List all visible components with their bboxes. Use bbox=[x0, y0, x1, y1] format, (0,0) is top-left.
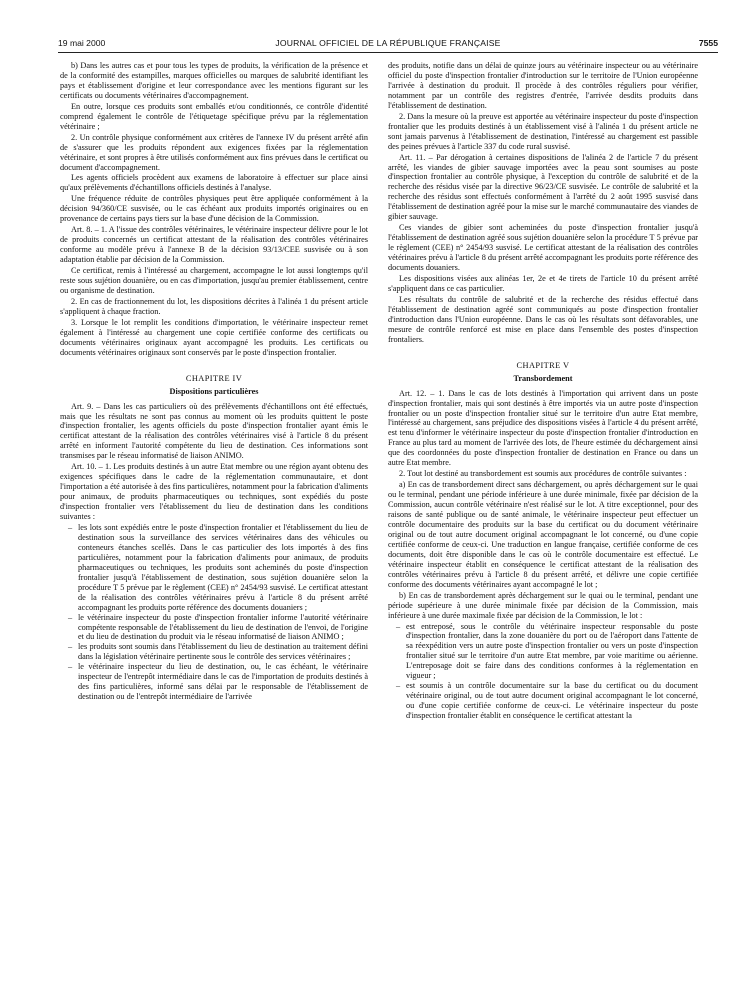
condition-list bbox=[60, 523, 368, 702]
paragraph: b) Dans les autres cas et pour tous les types de produits, la vérification de la présence et de la conformité des estampilles, marques officielles ou marques de salubrité identifiant les pays et établissement d'origine et leur correspondance avec les mentions figurant sur les certificats ou documents vétérinaires d'accompagnement. bbox=[60, 61, 368, 100]
article-11: Art. 11. – Par dérogation à certaines dispositions de l'alinéa 2 de l'article 7 du présent arrêté, les viandes de gibier sauvage importées avec la peau sont soumises au poste d'inspection frontalier au contrôle physique, à l'exception du contrôle de salubrité et de la recherche des résidus visée par la directive 96/23/CE susvisée. Le contrôle de salubrité et la recherche des résidus sont effectués conformément à l'arrêté du 2 août 1995 susvisé dans l'établissement de destination agréé pour la mise sur le marché communautaire des viandes de gibier sauvage. bbox=[388, 152, 698, 222]
paragraph: des produits, notifie dans un délai de quinze jours au vétérinaire inspecteur ou au vétérinaire officiel du poste d'inspection frontalier d'introduction sur le territoire de l'Union européenne l'arrivée à destination du produit. Il procède à des contrôles réguliers pour vérifier, notamment par un contrôle des registres d'entrée, l'arrivée desdits produits dans l'établissement de destination. bbox=[388, 61, 698, 110]
list-item: – les lots sont expédiés entre le poste d'inspection frontalier et l'établissement du lieu de destination sous la surveillance des services vétérinaires dans des véhicules ou conteneurs étanches scellés. Dans le cas particulier des lots importés à des fins particulières, notamment pour la fabrication d'aliments pour animaux, de produits pharmaceutiques ou techniques, les produits sont acheminés du poste d'inspection frontalier jusqu'à l'établissement de destination, sous sujétion douanière selon la procédure T 5 prévue par le règlement (CEE) n° 2454/93 susvisé. Le certificat attestant de la réalisation des contrôles vétérinaires prévu à l'article 8 du présent arrêté accompagnant les produits porte référence des documents douaniers ; bbox=[78, 523, 368, 613]
article-10: Art. 10. – 1. Les produits destinés à un autre Etat membre ou une région ayant obtenu des exigences spécifiques dans le cadre de la réglementation communautaire, et dont l'importation a été autorisée à des fins particulières, notamment pour la fabrication d'aliments pour animaux, de produits pharmaceutiques ou techniques, sont expédiés du poste d'inspection frontalier vers l'établissement du lieu de destination dans les conditions suivantes : bbox=[60, 462, 368, 522]
page-number: 7555 bbox=[698, 38, 718, 48]
header-date: 19 mai 2000 bbox=[58, 38, 106, 48]
left-column bbox=[60, 61, 368, 702]
paragraph: 2. En cas de fractionnement du lot, les dispositions décrites à l'alinéa 1 du présent article s'appliquent à chaque fraction. bbox=[60, 296, 368, 316]
paragraph: 2. Tout lot destiné au transbordement est soumis aux procédures de contrôle suivantes : bbox=[399, 469, 687, 479]
paragraph: Les dispositions visées aux alinéas 1er, 2e et 4e tirets de l'article 10 du présent arrêté s'appliquent dans ce cas particulier. bbox=[388, 274, 698, 293]
chapter-title: Dispositions particulières bbox=[169, 386, 259, 396]
header-rule bbox=[58, 52, 718, 53]
paragraph: a) En cas de transbordement direct sans déchargement, ou après déchargement sur le quai ou le terminal, pendant une période inférieure à une durée minimale, fixée par décision de la Commission, aucun contrôle vétérinaire n'est réalisé sur le lot. A titre exceptionnel, pour des raisons de santé publique ou de santé animale, le vétérinaire inspecteur peut effectuer un contrôle documentaire des produits sur la base du certificat ou du document vétérinaire original ou de tout autre document original accompagnant le lot concerné, ou d'une copie certifiée conforme de ceux-ci. Une traduction en langue française, certifiée conforme de ces documents, doit être disponible dans le cas où le contrôle documentaire est effectué. Le vétérinaire inspecteur établit en conséquence le certificat attestant de la réalisation des contrôles vétérinaires prévu à l'article 8 du présent arrêté, et délivre une copie certifiée conforme des documents vétérinaires ayant accompagné le lot ; bbox=[388, 480, 698, 589]
journal-title: JOURNAL OFFICIEL DE LA RÉPUBLIQUE FRANÇAISE bbox=[275, 38, 501, 48]
paragraph: Les résultats du contrôle de salubrité et de la recherche des résidus effectué dans l'établissement de destination agréé sont communiqués au poste d'inspection frontalier d'introduction dans l'Union européenne. Dans le cas où les résultats sont défavorables, une mesure de contrôle renforcé est mise en place dans l'ensemble des postes d'inspection frontaliers. bbox=[388, 294, 698, 344]
list-item: – les produits sont soumis dans l'établissement du lieu de destination au traitement défini dans la législation vétérinaire pertinente sous le contrôle des services vétérinaires ; bbox=[78, 642, 368, 662]
paragraph: Une fréquence réduite de contrôles physiques peut être appliquée conformément à la décision 94/360/CE susvisée, ou le cas échéant aux produits importés originaires ou en provenance de certains pays tiers sur la base d'une décision de la Commission. bbox=[60, 194, 368, 224]
paragraph: 2. Un contrôle physique conformément aux critères de l'annexe IV du présent arrêté afin de s'assurer que les produits répondent aux exigences fixées par la réglementation vétérinaire, et sont propres à être utilisés conformément aux fins prévues dans le certificat ou document d'accompagnement. bbox=[60, 132, 368, 172]
article-12: Art. 12. – 1. Dans le cas de lots destinés à l'importation qui arrivent dans un poste d'inspection frontalier, mais qui sont destinés à être importés via un autre poste d'inspection frontalier ou un poste d'inspection frontalier situé sur le territoire d'un autre Etat membre, l'intéressé au chargement, sans préjudice des dispositions visées à l'article 4 du présent arrêté, est tenu d'informer le vétérinaire inspecteur du poste d'inspection frontalier d'introduction en France au plus tard au moment de l'arrivée des lots, de l'heure estimée du déchargement ainsi que des coordonnées du poste d'inspection frontalier de destination en France ou dans un autre Etat membre. bbox=[388, 388, 698, 468]
chapter-heading: CHAPITRE V bbox=[516, 360, 570, 370]
article-8: Art. 8. – 1. A l'issue des contrôles vétérinaires, le vétérinaire inspecteur délivre pour le lot de produits concernés un certificat attestant de la réalisation des contrôles vétérinaires conforme au modèle prévu à l'annexe B de la décision 93/13/CEE susvisée ou à son adaptation établie par décision de la Commission. bbox=[60, 225, 368, 265]
list-item: – est soumis à un contrôle documentaire sur la base du certificat ou du document vétérinaire original, ou de tout autre document original accompagnant le lot concerné, ou d'une copie certifiée conforme de ceux-ci. Le vétérinaire inspecteur du poste d'inspection frontalier établit en conséquence le certificat attestant la bbox=[406, 681, 698, 721]
paragraph: Ce certificat, remis à l'intéressé au chargement, accompagne le lot aussi longtemps qu'il reste sous sujétion douanière, ou en cas d'importation, jusqu'au premier établissement, centre ou organisme de destination. bbox=[60, 266, 368, 295]
paragraph: Les agents officiels procèdent aux examens de laboratoire à effectuer sur place ainsi qu'aux prélèvements d'échantillons officiels destinés à l'analyse. bbox=[60, 173, 368, 193]
article-9: Art. 9. – Dans les cas particuliers où des prélèvements d'échantillons ont été effectués, mais que les résultats ne sont pas connus au moment où les produits quittent le poste d'inspection frontalier, les agents officiels du poste d'inspection frontalier ayant émis le certificat attestant de la réalisation des contrôles vétérinaires visé à l'article 8 du présent arrêté en informent l'autorité compétente du lieu de destination. Ces informations sont transmises par le réseau informatisé de liaison ANIMO. bbox=[60, 401, 368, 461]
paragraph: 2. Dans la mesure où la preuve est apportée au vétérinaire inspecteur du poste d'inspection frontalier que les produits destinés à un établissement visé à l'alinéa 1 du présent article ne sont jamais parvenus à l'établissement de destination, l'intéressé au chargement est passible des peines prévues à l'article 337 du code rural susvisé. bbox=[388, 111, 698, 151]
paragraph: En outre, lorsque ces produits sont emballés et/ou conditionnés, ce contrôle d'identité comprend également le contrôle de l'étiquetage spécifique prévu par la réglementation vétérinaire ; bbox=[60, 101, 368, 131]
page-header bbox=[58, 38, 718, 52]
condition-list bbox=[388, 622, 698, 722]
list-item: – est entreposé, sous le contrôle du vétérinaire inspecteur responsable du poste d'inspection frontalier, dans la zone douanière du port ou de l'aéroport dans l'attente de sa réexpédition vers un autre poste d'inspection frontalier ou vers un poste d'inspection frontalier situé sur le territoire d'un autre Etat membre, par voie maritime ou aérienne. L'entreposage doit se faire dans des conditions conformes à la réglementation en vigueur ; bbox=[406, 622, 698, 682]
paragraph: Ces viandes de gibier sont acheminées du poste d'inspection frontalier jusqu'à l'établissement de destination agréé sous sujétion douanière selon la procédure T 5 prévue par le règlement (CEE) n° 2454/93 susvisé. Le certificat attestant de la réalisation des contrôles vétérinaires prévu à l'article 8 du présent arrêté accompagnant les produits porte référence des documents douaniers. bbox=[388, 223, 698, 273]
chapter-heading: CHAPITRE IV bbox=[185, 373, 243, 383]
right-column bbox=[388, 61, 698, 721]
paragraph: 3. Lorsque le lot remplit les conditions d'importation, le vétérinaire inspecteur remet également à l'intéressé au chargement une copie certifiée conforme des certificats ou documents vétérinaires originaux ayant accompagné les produits. Les certificats ou documents vétérinaires originaux sont conservés par le poste d'inspection frontalier. bbox=[60, 317, 368, 357]
list-item: – le vétérinaire inspecteur du poste d'inspection frontalier informe l'autorité vétérinaire compétente responsable de l'établissement du lieu de destination de l'envoi, de l'origine et du lieu de destination du produit via le réseau informatisé de liaison ANIMO ; bbox=[78, 613, 368, 643]
paragraph: b) En cas de transbordement après déchargement sur le quai ou le terminal, pendant une période supérieure à une durée minimale fixée par décision de la Commission, mais inférieure à une durée maximale fixée par décision de la Commission, le lot : bbox=[388, 590, 698, 620]
list-item: – le vétérinaire inspecteur du lieu de destination, ou, le cas échéant, le vétérinaire inspecteur de l'entrepôt intermédiaire dans le cas de l'importation de produits destinés à des fins particulières, informé sans délai par le responsable de l'établissement de destination ou de l'entrepôt intermédiaire de l'arrivée bbox=[78, 662, 368, 702]
chapter-title: Transbordement bbox=[513, 373, 573, 383]
